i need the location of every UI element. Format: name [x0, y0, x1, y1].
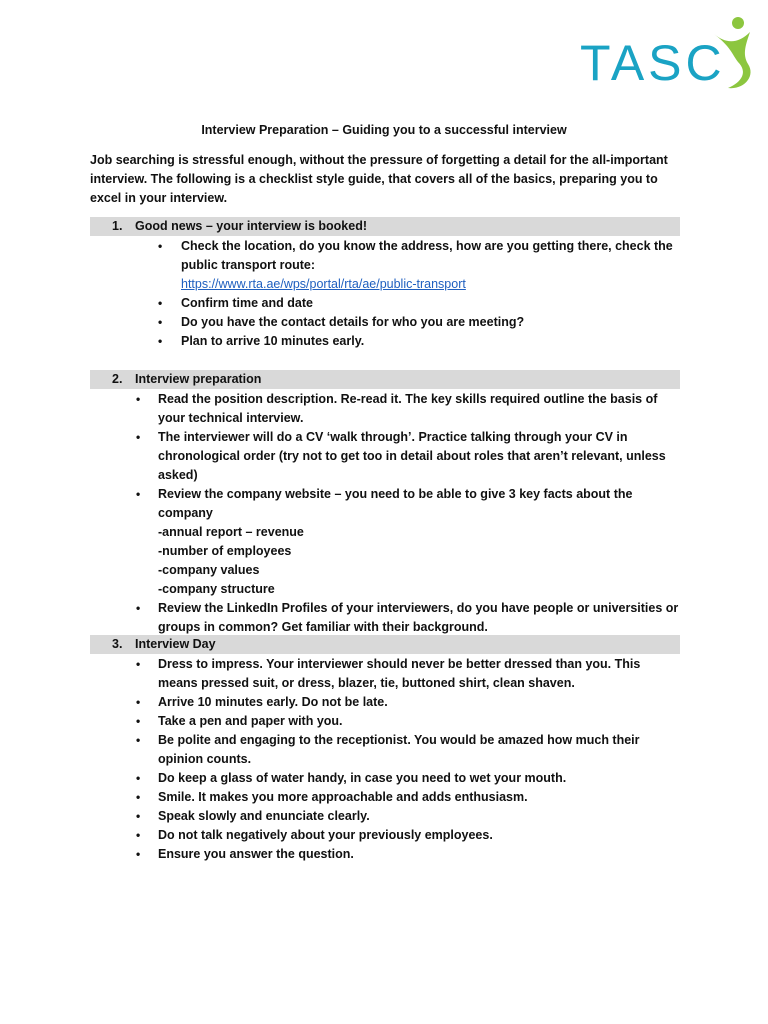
bullet-icon: • [136, 790, 141, 804]
section-interview-day [90, 635, 680, 864]
public-transport-link[interactable]: https://www.rta.ae/wps/portal/rta/ae/public-transport [181, 277, 466, 291]
item-text: Speak slowly and enunciate clearly. [158, 809, 370, 823]
item-text: Take a pen and paper with you. [158, 714, 343, 728]
bullet-icon: • [136, 733, 141, 747]
bullet-icon: • [136, 828, 141, 842]
section-preparation [90, 370, 680, 637]
tasc-logo [578, 14, 764, 92]
bullet-icon: • [158, 296, 163, 310]
section-number: 3. [112, 637, 123, 651]
item-text: Review the LinkedIn Profiles of your interviewers, do you have people or universities or groups in common? Get familiar with their background. [158, 601, 679, 634]
list-item [90, 826, 680, 845]
item-text: Dress to impress. Your interviewer should never be better dressed than you. This means pressed suit, or dress, blazer, tie, buttoned shirt, clean shaven. [158, 657, 641, 690]
list-item [90, 313, 680, 332]
list-item [90, 807, 680, 826]
item-text: Smile. It makes you more approachable and adds enthusiasm. [158, 790, 528, 804]
bullet-icon: • [158, 239, 163, 253]
list-item [90, 599, 680, 637]
section-heading [90, 217, 680, 236]
item-text: Do you have the contact details for who you are meeting? [181, 315, 525, 329]
item-text: The interviewer will do a CV ‘walk through’. Practice talking through your CV in chronological order (try not to get too in detail about roles that aren’t relevant, unless asked) [158, 430, 666, 482]
bullet-icon: • [158, 315, 163, 329]
section-number: 1. [112, 219, 123, 233]
checklist [90, 390, 680, 637]
sub-line: -company values [158, 563, 260, 577]
person-figure-icon [708, 14, 764, 92]
sub-line: -annual report – revenue [158, 525, 304, 539]
checklist [90, 655, 680, 864]
sub-line: -company structure [158, 582, 275, 596]
bullet-icon: • [136, 847, 141, 861]
document-title: Interview Preparation – Guiding you to a successful interview [201, 123, 567, 137]
section-heading [90, 635, 680, 654]
list-item [90, 845, 680, 864]
bullet-icon: • [158, 334, 163, 348]
list-item [90, 693, 680, 712]
bullet-icon: • [136, 771, 141, 785]
checklist [90, 237, 680, 351]
section-booked [90, 217, 680, 351]
list-item [90, 769, 680, 788]
intro-paragraph: Job searching is stressful enough, without the pressure of forgetting a detail for the all-important interview. The following is a checklist style guide, that covers all of the basics, preparing you to excel in your interview. [90, 153, 668, 205]
bullet-icon: • [136, 430, 141, 444]
item-text: Confirm time and date [181, 296, 313, 310]
list-item [90, 485, 680, 599]
list-item [90, 731, 680, 769]
section-heading [90, 370, 680, 389]
section-title: Good news – your interview is booked! [135, 219, 367, 233]
item-text: Review the company website – you need to be able to give 3 key facts about the company [158, 487, 633, 520]
list-item [90, 294, 680, 313]
list-item [90, 712, 680, 731]
section-number: 2. [112, 372, 123, 386]
bullet-icon: • [136, 392, 141, 406]
section-title: Interview preparation [135, 372, 262, 386]
item-text: Plan to arrive 10 minutes early. [181, 334, 365, 348]
section-title: Interview Day [135, 637, 216, 651]
sub-line: -number of employees [158, 544, 292, 558]
item-text: Do not talk negatively about your previously employees. [158, 828, 493, 842]
item-text: Do keep a glass of water handy, in case you need to wet your mouth. [158, 771, 567, 785]
bullet-icon: • [136, 601, 141, 615]
list-item [90, 788, 680, 807]
item-text: Read the position description. Re-read it. The key skills required outline the basis of your technical interview. [158, 392, 658, 425]
bullet-icon: • [136, 809, 141, 823]
logo-wordmark: TASC [580, 35, 726, 91]
bullet-icon: • [136, 657, 141, 671]
item-text: Check the location, do you know the address, how are you getting there, check the public transport route: [181, 239, 673, 272]
list-item [90, 390, 680, 428]
item-text: Arrive 10 minutes early. Do not be late. [158, 695, 388, 709]
item-text: Ensure you answer the question. [158, 847, 354, 861]
list-item [90, 237, 680, 294]
list-item [90, 332, 680, 351]
item-text: Be polite and engaging to the receptionist. You would be amazed how much their opinion counts. [158, 733, 640, 766]
bullet-icon: • [136, 714, 141, 728]
bullet-icon: • [136, 487, 141, 501]
list-item [90, 655, 680, 693]
bullet-icon: • [136, 695, 141, 709]
list-item [90, 428, 680, 485]
